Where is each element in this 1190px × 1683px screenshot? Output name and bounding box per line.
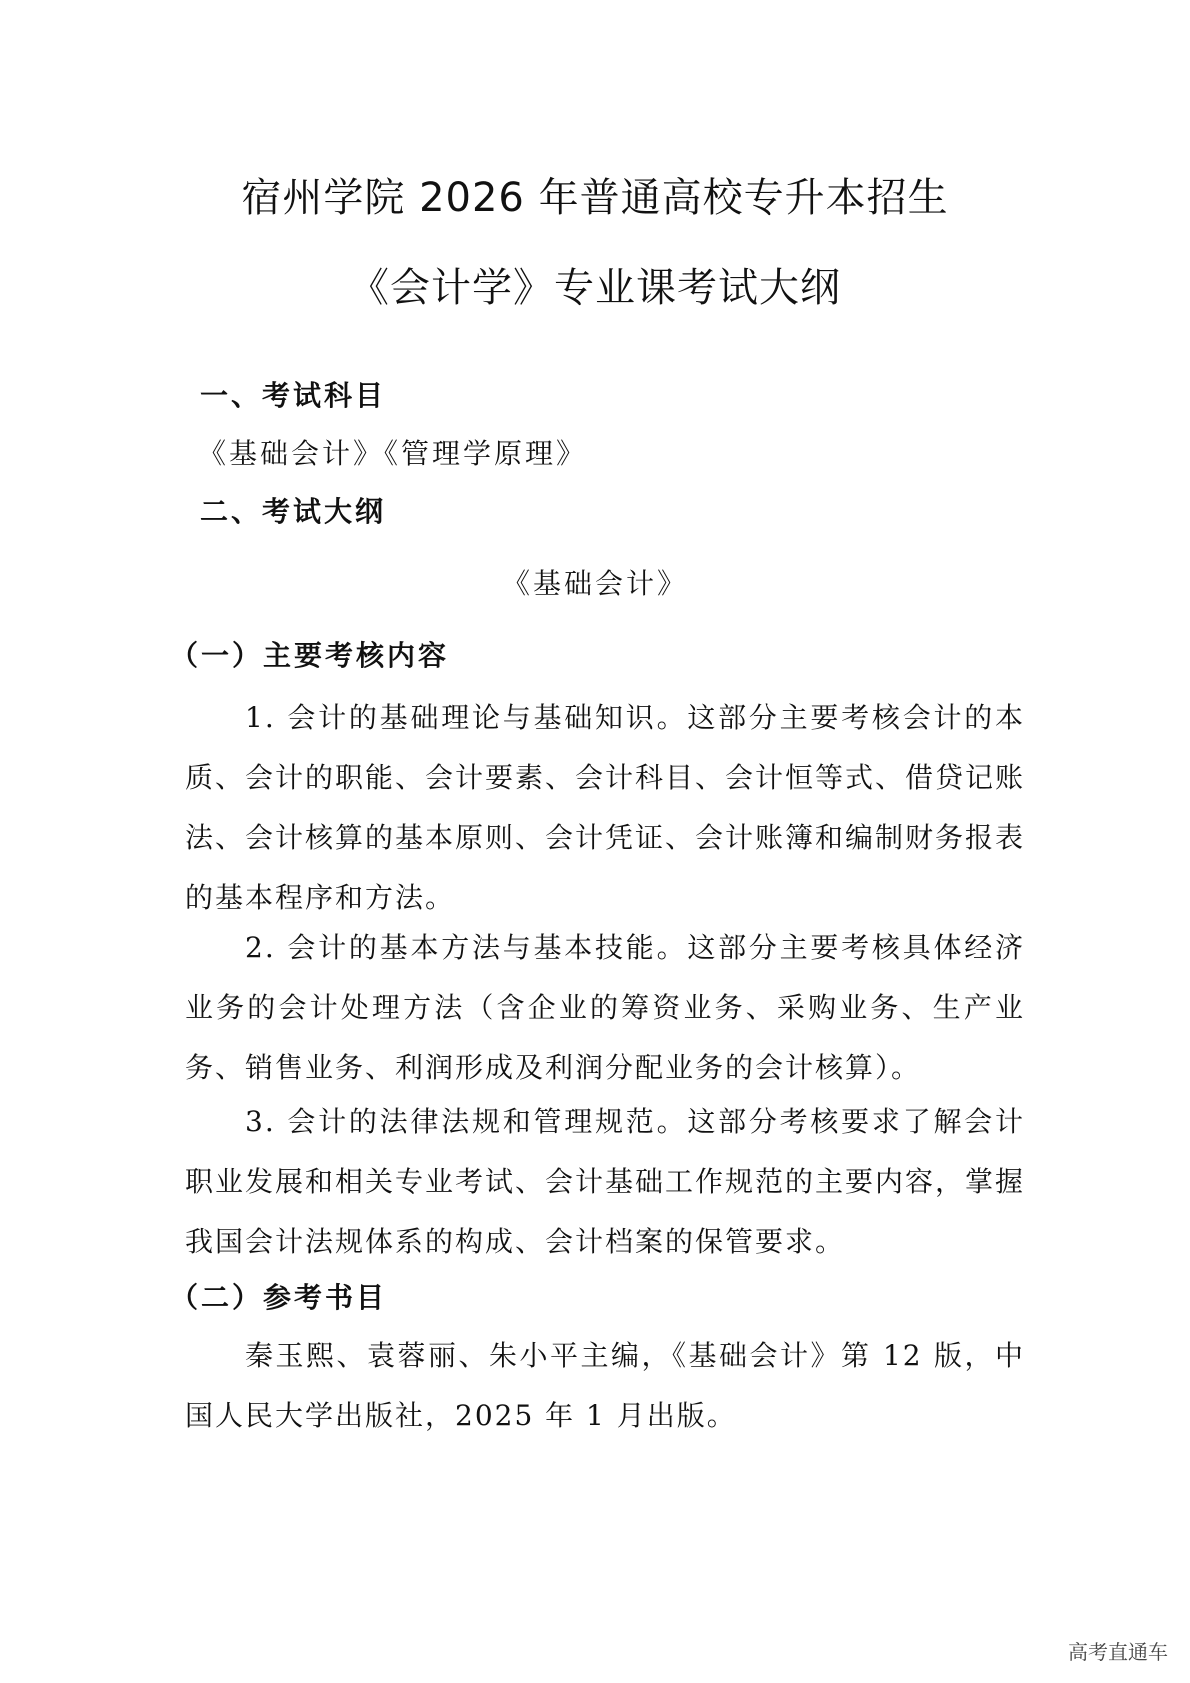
section-heading-subjects: 一、考试科目: [200, 379, 387, 412]
content-paragraph-2: 2. 会计的基本方法与基本技能。这部分主要考核具体经济业务的会计处理方法（含企业的筹资业务、采购业务、生产业务、销售业务、利润形成及利润分配业务的会计核算）。: [185, 931, 1025, 1084]
document-title-line-2: 《会计学》专业课考试大纲: [349, 265, 841, 311]
part-heading-content: （一）主要考核内容: [170, 639, 450, 672]
course-title: 《基础会计》: [501, 567, 688, 600]
content-paragraph-3: 3. 会计的法律法规和管理规范。这部分考核要求了解会计职业发展和相关专业考试、会计基础工作规范的主要内容，掌握我国会计法规体系的构成、会计档案的保管要求。: [185, 1105, 1026, 1258]
exam-subjects: 《基础会计》《管理学原理》: [198, 437, 588, 470]
document-title-line-1: 宿州学院 2026 年普通高校专升本招生: [241, 175, 949, 221]
section-heading-outline: 二、考试大纲: [200, 495, 387, 528]
reference-book: 秦玉熙、袁蓉丽、朱小平主编，《基础会计》第 12 版，中国人民大学出版社，2025 年 1 月出版。: [185, 1339, 1025, 1432]
part-heading-references: （二）参考书目: [170, 1281, 388, 1314]
content-paragraph-1: 1. 会计的基础理论与基础知识。这部分主要考核会计的本质、会计的职能、会计要素、会计科目、会计恒等式、借贷记账法、会计核算的基本原则、会计凭证、会计账簿和编制财务报表的基本程序和方法。: [185, 701, 1026, 914]
watermark-text: 高考直通车: [1068, 1640, 1168, 1664]
